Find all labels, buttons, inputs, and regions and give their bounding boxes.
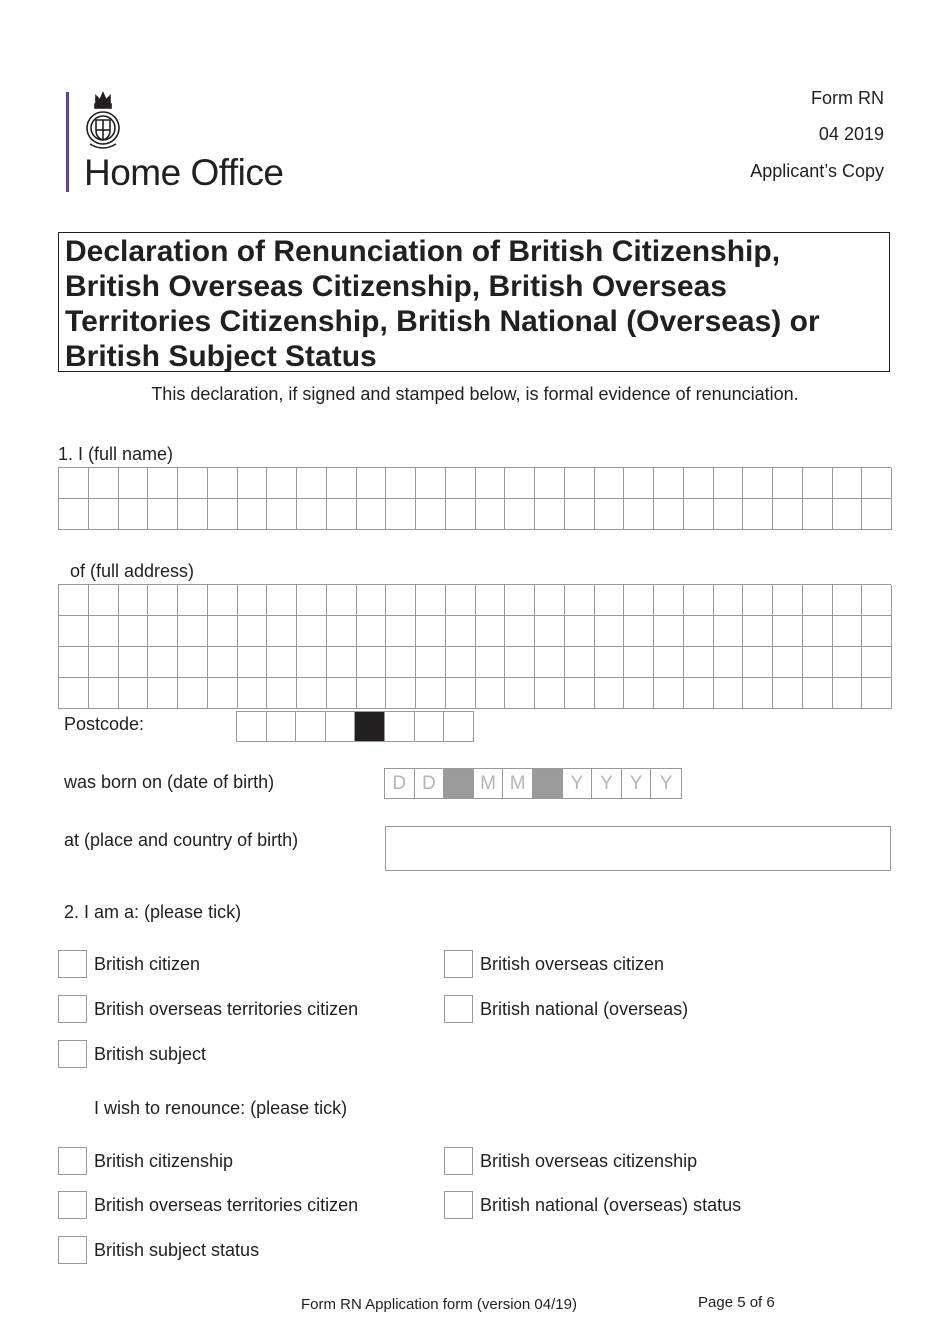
char-box[interactable] (148, 616, 178, 647)
dob-field[interactable] (384, 768, 682, 799)
char-box[interactable] (208, 647, 238, 678)
char-box[interactable] (654, 678, 684, 709)
char-box[interactable] (357, 678, 387, 709)
char-box[interactable] (833, 678, 863, 709)
char-box[interactable] (238, 499, 268, 530)
postcode-box[interactable] (444, 712, 474, 742)
char-box[interactable] (59, 678, 89, 709)
char-box[interactable] (803, 499, 833, 530)
option-label: British overseas citizenship (480, 1150, 698, 1171)
char-box[interactable] (89, 616, 119, 647)
char-box[interactable] (535, 468, 565, 499)
char-box[interactable] (833, 468, 863, 499)
char-box[interactable] (684, 647, 714, 678)
char-box[interactable] (178, 678, 208, 709)
pob-label: at (place and country of birth) (64, 830, 299, 850)
dob-day-2[interactable]: D (415, 769, 445, 798)
char-box[interactable] (327, 468, 357, 499)
char-box[interactable] (535, 585, 565, 616)
char-box[interactable] (714, 585, 744, 616)
char-box[interactable] (267, 647, 297, 678)
char-box[interactable] (773, 468, 803, 499)
checkbox[interactable] (444, 950, 473, 978)
char-box[interactable] (595, 616, 625, 647)
char-box[interactable] (773, 616, 803, 647)
char-box[interactable] (654, 585, 684, 616)
char-box[interactable] (297, 678, 327, 709)
char-box[interactable] (89, 647, 119, 678)
postcode-box[interactable] (267, 712, 297, 742)
option-british-subject[interactable] (58, 1040, 206, 1068)
title-line-3: Territories Citizenship, British National (Overseas) or (65, 305, 820, 338)
subtitle: This declaration, if signed and stamped below, is formal evidence of renunciation. (151, 384, 799, 404)
char-box[interactable] (357, 499, 387, 530)
char-box[interactable] (476, 468, 506, 499)
char-box[interactable] (565, 585, 595, 616)
char-box[interactable] (148, 585, 178, 616)
char-box[interactable] (89, 678, 119, 709)
dob-year-3[interactable]: Y (622, 769, 652, 798)
char-box[interactable] (565, 678, 595, 709)
checkbox[interactable] (58, 995, 87, 1023)
renounce-british-overseas-citizenship[interactable] (444, 1147, 697, 1175)
char-box[interactable] (624, 499, 654, 530)
char-box[interactable] (743, 499, 773, 530)
char-box[interactable] (624, 468, 654, 499)
char-box[interactable] (119, 678, 149, 709)
char-box[interactable] (833, 616, 863, 647)
char-box[interactable] (565, 499, 595, 530)
dob-year-2[interactable]: Y (592, 769, 622, 798)
option-british-citizen[interactable] (58, 950, 200, 978)
copy-label: Applicant’s Copy (750, 161, 884, 181)
char-box[interactable] (624, 585, 654, 616)
char-box[interactable] (59, 468, 89, 499)
dob-label: was born on (date of birth) (64, 772, 275, 792)
char-box[interactable] (743, 585, 773, 616)
char-box[interactable] (208, 468, 238, 499)
char-box[interactable] (862, 585, 892, 616)
char-box[interactable] (357, 468, 387, 499)
char-box[interactable] (714, 616, 744, 647)
char-box[interactable] (505, 616, 535, 647)
char-box[interactable] (654, 499, 684, 530)
char-box[interactable] (386, 585, 416, 616)
option-british-overseas-territories-citizen[interactable] (58, 995, 358, 1023)
char-box[interactable] (654, 616, 684, 647)
char-box[interactable] (446, 647, 476, 678)
pob-input[interactable] (385, 826, 891, 871)
char-box[interactable] (862, 616, 892, 647)
char-box[interactable] (119, 647, 149, 678)
char-box[interactable] (803, 647, 833, 678)
char-box[interactable] (595, 585, 625, 616)
char-box[interactable] (238, 468, 268, 499)
full-address-label: of (full address) (70, 561, 195, 581)
char-box[interactable] (386, 468, 416, 499)
char-box[interactable] (684, 499, 714, 530)
postcode-box[interactable] (296, 712, 326, 742)
full-address-grid[interactable] (58, 584, 891, 709)
checkbox[interactable] (58, 1236, 87, 1264)
char-box[interactable] (59, 499, 89, 530)
char-box[interactable] (357, 647, 387, 678)
option-label: British overseas territories citizen (94, 998, 359, 1019)
char-box[interactable] (386, 616, 416, 647)
option-label: British citizenship (94, 1150, 234, 1171)
renounce-british-overseas-territories-citizen[interactable] (58, 1191, 358, 1219)
char-box[interactable] (714, 499, 744, 530)
page-title (65, 234, 890, 374)
checkbox[interactable] (58, 1191, 87, 1219)
char-box[interactable] (862, 499, 892, 530)
char-box[interactable] (714, 647, 744, 678)
char-box[interactable] (476, 499, 506, 530)
char-box[interactable] (803, 468, 833, 499)
char-box[interactable] (565, 616, 595, 647)
char-box[interactable] (803, 678, 833, 709)
char-box[interactable] (386, 647, 416, 678)
char-box[interactable] (743, 678, 773, 709)
char-box[interactable] (267, 678, 297, 709)
dob-separator (533, 769, 563, 798)
char-box[interactable] (178, 585, 208, 616)
char-box[interactable] (773, 647, 803, 678)
dob-day-1[interactable]: D (385, 769, 415, 798)
char-box[interactable] (89, 499, 119, 530)
checkbox[interactable] (58, 1040, 87, 1068)
char-box[interactable] (595, 647, 625, 678)
char-box[interactable] (684, 678, 714, 709)
renounce-british-citizenship[interactable] (58, 1147, 233, 1175)
postcode-boxes[interactable] (236, 711, 474, 742)
char-box[interactable] (208, 585, 238, 616)
char-box[interactable] (684, 468, 714, 499)
char-box[interactable] (862, 468, 892, 499)
char-box[interactable] (595, 499, 625, 530)
char-box[interactable] (119, 499, 149, 530)
char-box[interactable] (267, 585, 297, 616)
char-box[interactable] (624, 616, 654, 647)
char-box[interactable] (297, 585, 327, 616)
char-box[interactable] (476, 585, 506, 616)
char-box[interactable] (208, 616, 238, 647)
char-box[interactable] (327, 616, 357, 647)
char-box[interactable] (89, 585, 119, 616)
char-box[interactable] (833, 585, 863, 616)
char-box[interactable] (743, 468, 773, 499)
option-label: British citizen (94, 953, 201, 974)
char-box[interactable] (773, 585, 803, 616)
renounce-british-subject-status[interactable] (58, 1236, 259, 1264)
char-box[interactable] (833, 499, 863, 530)
char-box[interactable] (148, 468, 178, 499)
char-box[interactable] (505, 678, 535, 709)
char-box[interactable] (148, 499, 178, 530)
char-box[interactable] (654, 468, 684, 499)
char-box[interactable] (535, 647, 565, 678)
footer-form-name: Form RN Application form (version 04/19) (301, 1296, 577, 1313)
option-label: British overseas citizen (480, 953, 665, 974)
char-box[interactable] (59, 585, 89, 616)
char-box[interactable] (297, 468, 327, 499)
char-box[interactable] (446, 678, 476, 709)
char-box[interactable] (595, 678, 625, 709)
char-box[interactable] (178, 499, 208, 530)
footer-page-number: Page 5 of 6 (698, 1294, 775, 1311)
char-box[interactable] (624, 678, 654, 709)
char-box[interactable] (505, 585, 535, 616)
checkbox[interactable] (444, 995, 473, 1023)
char-box[interactable] (119, 585, 149, 616)
char-box[interactable] (714, 678, 744, 709)
char-box[interactable] (476, 647, 506, 678)
postcode-box[interactable] (415, 712, 445, 742)
option-label: British subject (94, 1043, 207, 1064)
char-box[interactable] (535, 616, 565, 647)
char-box[interactable] (386, 499, 416, 530)
checkbox[interactable] (444, 1147, 473, 1175)
char-box[interactable] (178, 647, 208, 678)
char-box[interactable] (714, 468, 744, 499)
char-box[interactable] (357, 585, 387, 616)
char-box[interactable] (535, 499, 565, 530)
char-box[interactable] (743, 647, 773, 678)
char-box[interactable] (178, 468, 208, 499)
full-name-label: 1. I (full name) (58, 444, 174, 464)
char-box[interactable] (505, 499, 535, 530)
char-box[interactable] (684, 616, 714, 647)
postcode-separator (355, 712, 385, 742)
char-box[interactable] (327, 585, 357, 616)
checkbox[interactable] (58, 950, 87, 978)
option-british-overseas-citizen[interactable] (444, 950, 664, 978)
char-box[interactable] (386, 678, 416, 709)
char-box[interactable] (416, 616, 446, 647)
postcode-box[interactable] (385, 712, 415, 742)
dob-separator (444, 769, 474, 798)
logo-bar (66, 92, 69, 192)
char-box[interactable] (59, 616, 89, 647)
char-box[interactable] (595, 468, 625, 499)
char-box[interactable] (238, 647, 268, 678)
dob-month-1[interactable]: M (474, 769, 504, 798)
option-label: British subject status (94, 1239, 260, 1260)
char-box[interactable] (357, 616, 387, 647)
dob-year-1[interactable]: Y (563, 769, 593, 798)
title-line-1: Declaration of Renunciation of British Citizenship, (65, 235, 781, 268)
char-box[interactable] (446, 616, 476, 647)
renounce-heading: I wish to renounce: (please tick) (94, 1098, 348, 1118)
char-box[interactable] (267, 468, 297, 499)
royal-crest-icon (82, 90, 124, 152)
char-box[interactable] (505, 468, 535, 499)
char-box[interactable] (476, 678, 506, 709)
char-box[interactable] (327, 499, 357, 530)
char-box[interactable] (833, 647, 863, 678)
char-box[interactable] (89, 468, 119, 499)
char-box[interactable] (327, 647, 357, 678)
renounce-british-national-overseas-status[interactable] (444, 1191, 741, 1219)
char-box[interactable] (148, 647, 178, 678)
char-box[interactable] (416, 499, 446, 530)
logo-text: Home Office (84, 152, 284, 193)
char-box[interactable] (654, 647, 684, 678)
title-line-4: British Subject Status (65, 340, 377, 373)
char-box[interactable] (267, 616, 297, 647)
option-label: British national (overseas) status (480, 1194, 742, 1215)
char-box[interactable] (862, 647, 892, 678)
char-box[interactable] (297, 499, 327, 530)
char-box[interactable] (773, 678, 803, 709)
char-box[interactable] (267, 499, 297, 530)
char-box[interactable] (119, 616, 149, 647)
char-box[interactable] (59, 647, 89, 678)
char-box[interactable] (446, 499, 476, 530)
form-date: 04 2019 (818, 124, 884, 144)
char-box[interactable] (446, 468, 476, 499)
char-box[interactable] (238, 616, 268, 647)
char-box[interactable] (297, 616, 327, 647)
char-box[interactable] (505, 647, 535, 678)
char-box[interactable] (743, 616, 773, 647)
char-box[interactable] (178, 616, 208, 647)
char-box[interactable] (416, 678, 446, 709)
char-box[interactable] (803, 616, 833, 647)
option-label: British overseas territories citizen (94, 1194, 359, 1215)
option-british-national-overseas[interactable] (444, 995, 688, 1023)
checkbox[interactable] (58, 1147, 87, 1175)
char-box[interactable] (416, 468, 446, 499)
char-box[interactable] (208, 499, 238, 530)
char-box[interactable] (565, 468, 595, 499)
full-name-grid[interactable] (58, 467, 891, 530)
char-box[interactable] (773, 499, 803, 530)
char-box[interactable] (535, 678, 565, 709)
char-box[interactable] (327, 678, 357, 709)
char-box[interactable] (416, 585, 446, 616)
char-box[interactable] (862, 678, 892, 709)
dob-month-2[interactable]: M (503, 769, 533, 798)
option-label: British national (overseas) (480, 998, 689, 1019)
postcode-label: Postcode: (64, 714, 145, 734)
postcode-box[interactable] (237, 712, 267, 742)
char-box[interactable] (446, 585, 476, 616)
char-box[interactable] (624, 647, 654, 678)
checkbox[interactable] (444, 1191, 473, 1219)
char-box[interactable] (208, 678, 238, 709)
char-box[interactable] (684, 585, 714, 616)
dob-year-4[interactable]: Y (659, 773, 673, 794)
char-box[interactable] (297, 647, 327, 678)
char-box[interactable] (476, 616, 506, 647)
form-id: Form RN (811, 88, 884, 108)
char-box[interactable] (416, 647, 446, 678)
char-box[interactable] (803, 585, 833, 616)
char-box[interactable] (148, 678, 178, 709)
section2-heading: 2. I am a: (please tick) (64, 902, 242, 922)
char-box[interactable] (238, 585, 268, 616)
title-line-2: British Overseas Citizenship, British Overseas (65, 270, 727, 303)
char-box[interactable] (565, 647, 595, 678)
char-box[interactable] (119, 468, 149, 499)
postcode-box[interactable] (326, 712, 356, 742)
char-box[interactable] (238, 678, 268, 709)
